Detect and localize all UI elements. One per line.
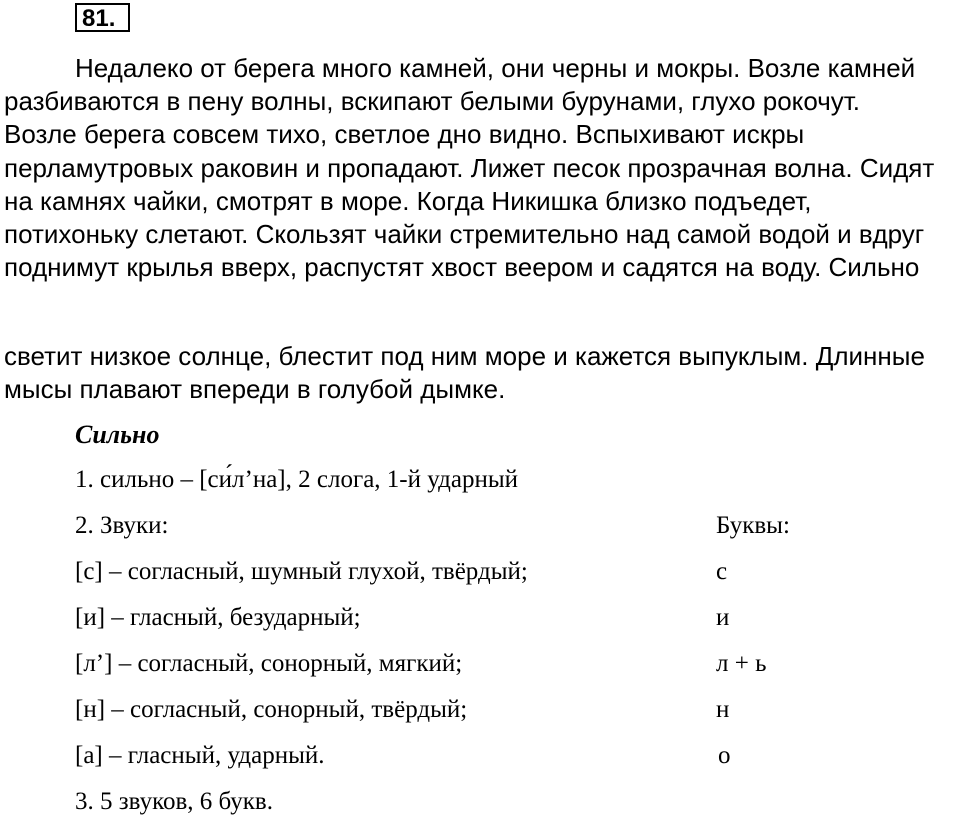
exercise-number: 81. — [82, 5, 116, 32]
sound-row-letter: с — [716, 558, 728, 585]
analysis-step-2-label: 2. Звуки: — [75, 512, 169, 539]
sound-row-sound: [н] – согласный, сонорный, твёрдый; — [75, 696, 468, 723]
text-line-4: перламутровых раковин и пропадают. Лижет песок прозрачная волна. Сидят — [4, 153, 935, 183]
sound-row-sound: [с] – согласный, шумный глухой, твёрдый; — [75, 558, 528, 585]
analysis-step-3: 3. 5 звуков, 6 букв. — [75, 788, 273, 815]
sound-row-sound: [и] – гласный, безударный; — [75, 604, 361, 631]
text-line-2: разбиваются в пену волны, вскипают белыми бурунами, глухо рокочут. — [4, 86, 861, 116]
text-line-6: потихоньку слетают. Скользят чайки стремительно над самой водой и вдруг — [4, 219, 925, 249]
sound-row-sound: [л’] – согласный, сонорный, мягкий; — [75, 650, 463, 677]
text-line-8: светит низкое солнце, блестит под ним море и кажется выпуклым. Длинные — [4, 341, 925, 371]
text-line-9: мысы плавают впереди в голубой дымке. — [4, 374, 506, 404]
sound-row-letter: о — [718, 742, 731, 769]
text-line-5: на камнях чайки, смотрят в море. Когда Никишка близко подъедет, — [4, 186, 812, 216]
sound-row-letter: н — [716, 696, 730, 723]
letters-label: Буквы: — [716, 512, 790, 539]
text-line-7: поднимут крылья вверх, распустят хвост веером и садятся на воду. Сильно — [4, 252, 920, 282]
sound-row-sound: [а] – гласный, ударный. — [75, 742, 325, 769]
text-line-1: Недалеко от берега много камней, они черны и мокры. Возле камней — [75, 53, 916, 83]
sound-row-letter: и — [716, 604, 730, 631]
text-line-3: Возле берега совсем тихо, светлое дно видно. Вспыхивают искры — [4, 119, 805, 149]
analysis-step-1: 1. сильно – [си́л’на], 2 слога, 1-й ударный — [75, 466, 519, 493]
sound-row-letter: л + ь — [716, 650, 767, 677]
analysis-word-heading: Сильно — [75, 420, 160, 449]
